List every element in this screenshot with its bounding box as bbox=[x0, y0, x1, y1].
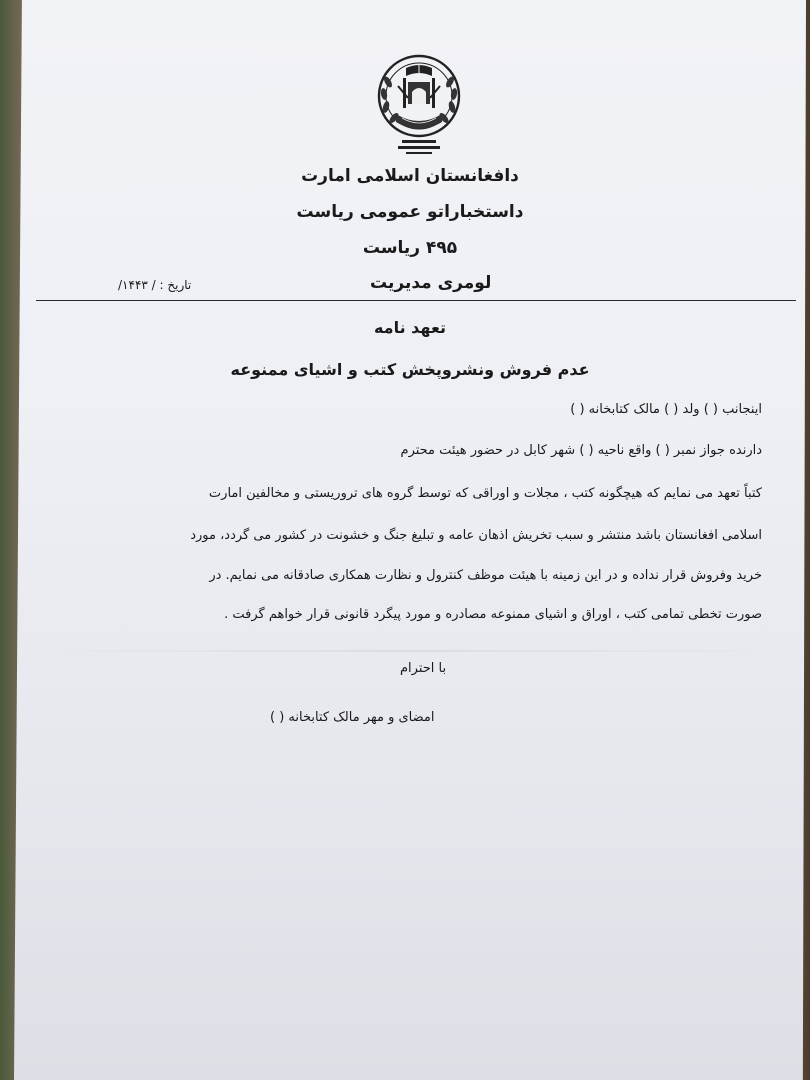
paper-fold bbox=[14, 650, 806, 652]
header-divider bbox=[36, 300, 796, 301]
letterhead-directorate: ۴۹۵ ریاست bbox=[362, 238, 458, 258]
date-field: تاریخ : / ۱۴۴۳/ bbox=[118, 278, 192, 292]
letterhead-agency: داستخباراتو عمومی ریاست bbox=[296, 202, 524, 222]
letterhead-department: لومری مدیریت bbox=[370, 273, 492, 293]
license-line: دارنده جواز نمبر ( ) واقع ناحیه ( ) شهر کابل در حضور هیئت محترم bbox=[400, 443, 762, 458]
pledge-paragraph-line: خرید وفروش قرار نداده و در این زمینه با هیئت موظف کنترول و نظارت همکاری صادقانه می نمایم. در bbox=[209, 568, 762, 583]
pledge-paragraph-line: کتباً تعهد می نمایم که هیچگونه کتب ، مجلات و اوراقی که توسط گروه های تروریستی و مخالفین امارت bbox=[208, 486, 762, 501]
document-title: تعهد نامه bbox=[373, 318, 447, 337]
signature-line: امضای و مهر مالک کتابخانه ( ) bbox=[270, 710, 435, 725]
declarant-line: اینجانب ( ) ولد ( ) مالک کتابخانه ( ) bbox=[570, 402, 762, 417]
pledge-paragraph-line: صورت تخطی تمامی کتب ، اوراق و اشیای ممنوعه مصادره و مورد پیگرد قانونی قرار خواهم گرفت . bbox=[224, 607, 762, 622]
closing-regards: با احترام bbox=[400, 661, 447, 676]
letterhead-country: دافغانستان اسلامی امارت bbox=[301, 166, 519, 186]
pledge-paragraph-line: اسلامی افغانستان باشد منتشر و سبب تخریش اذهان عامه و تبلیغ جنگ و خشونت در کشور می گردد، مورد bbox=[190, 528, 762, 543]
document-subtitle: عدم فروش ونشروپخش کتب و اشیای ممنوعه bbox=[230, 360, 590, 379]
islamic-emirate-emblem-icon bbox=[372, 52, 466, 158]
